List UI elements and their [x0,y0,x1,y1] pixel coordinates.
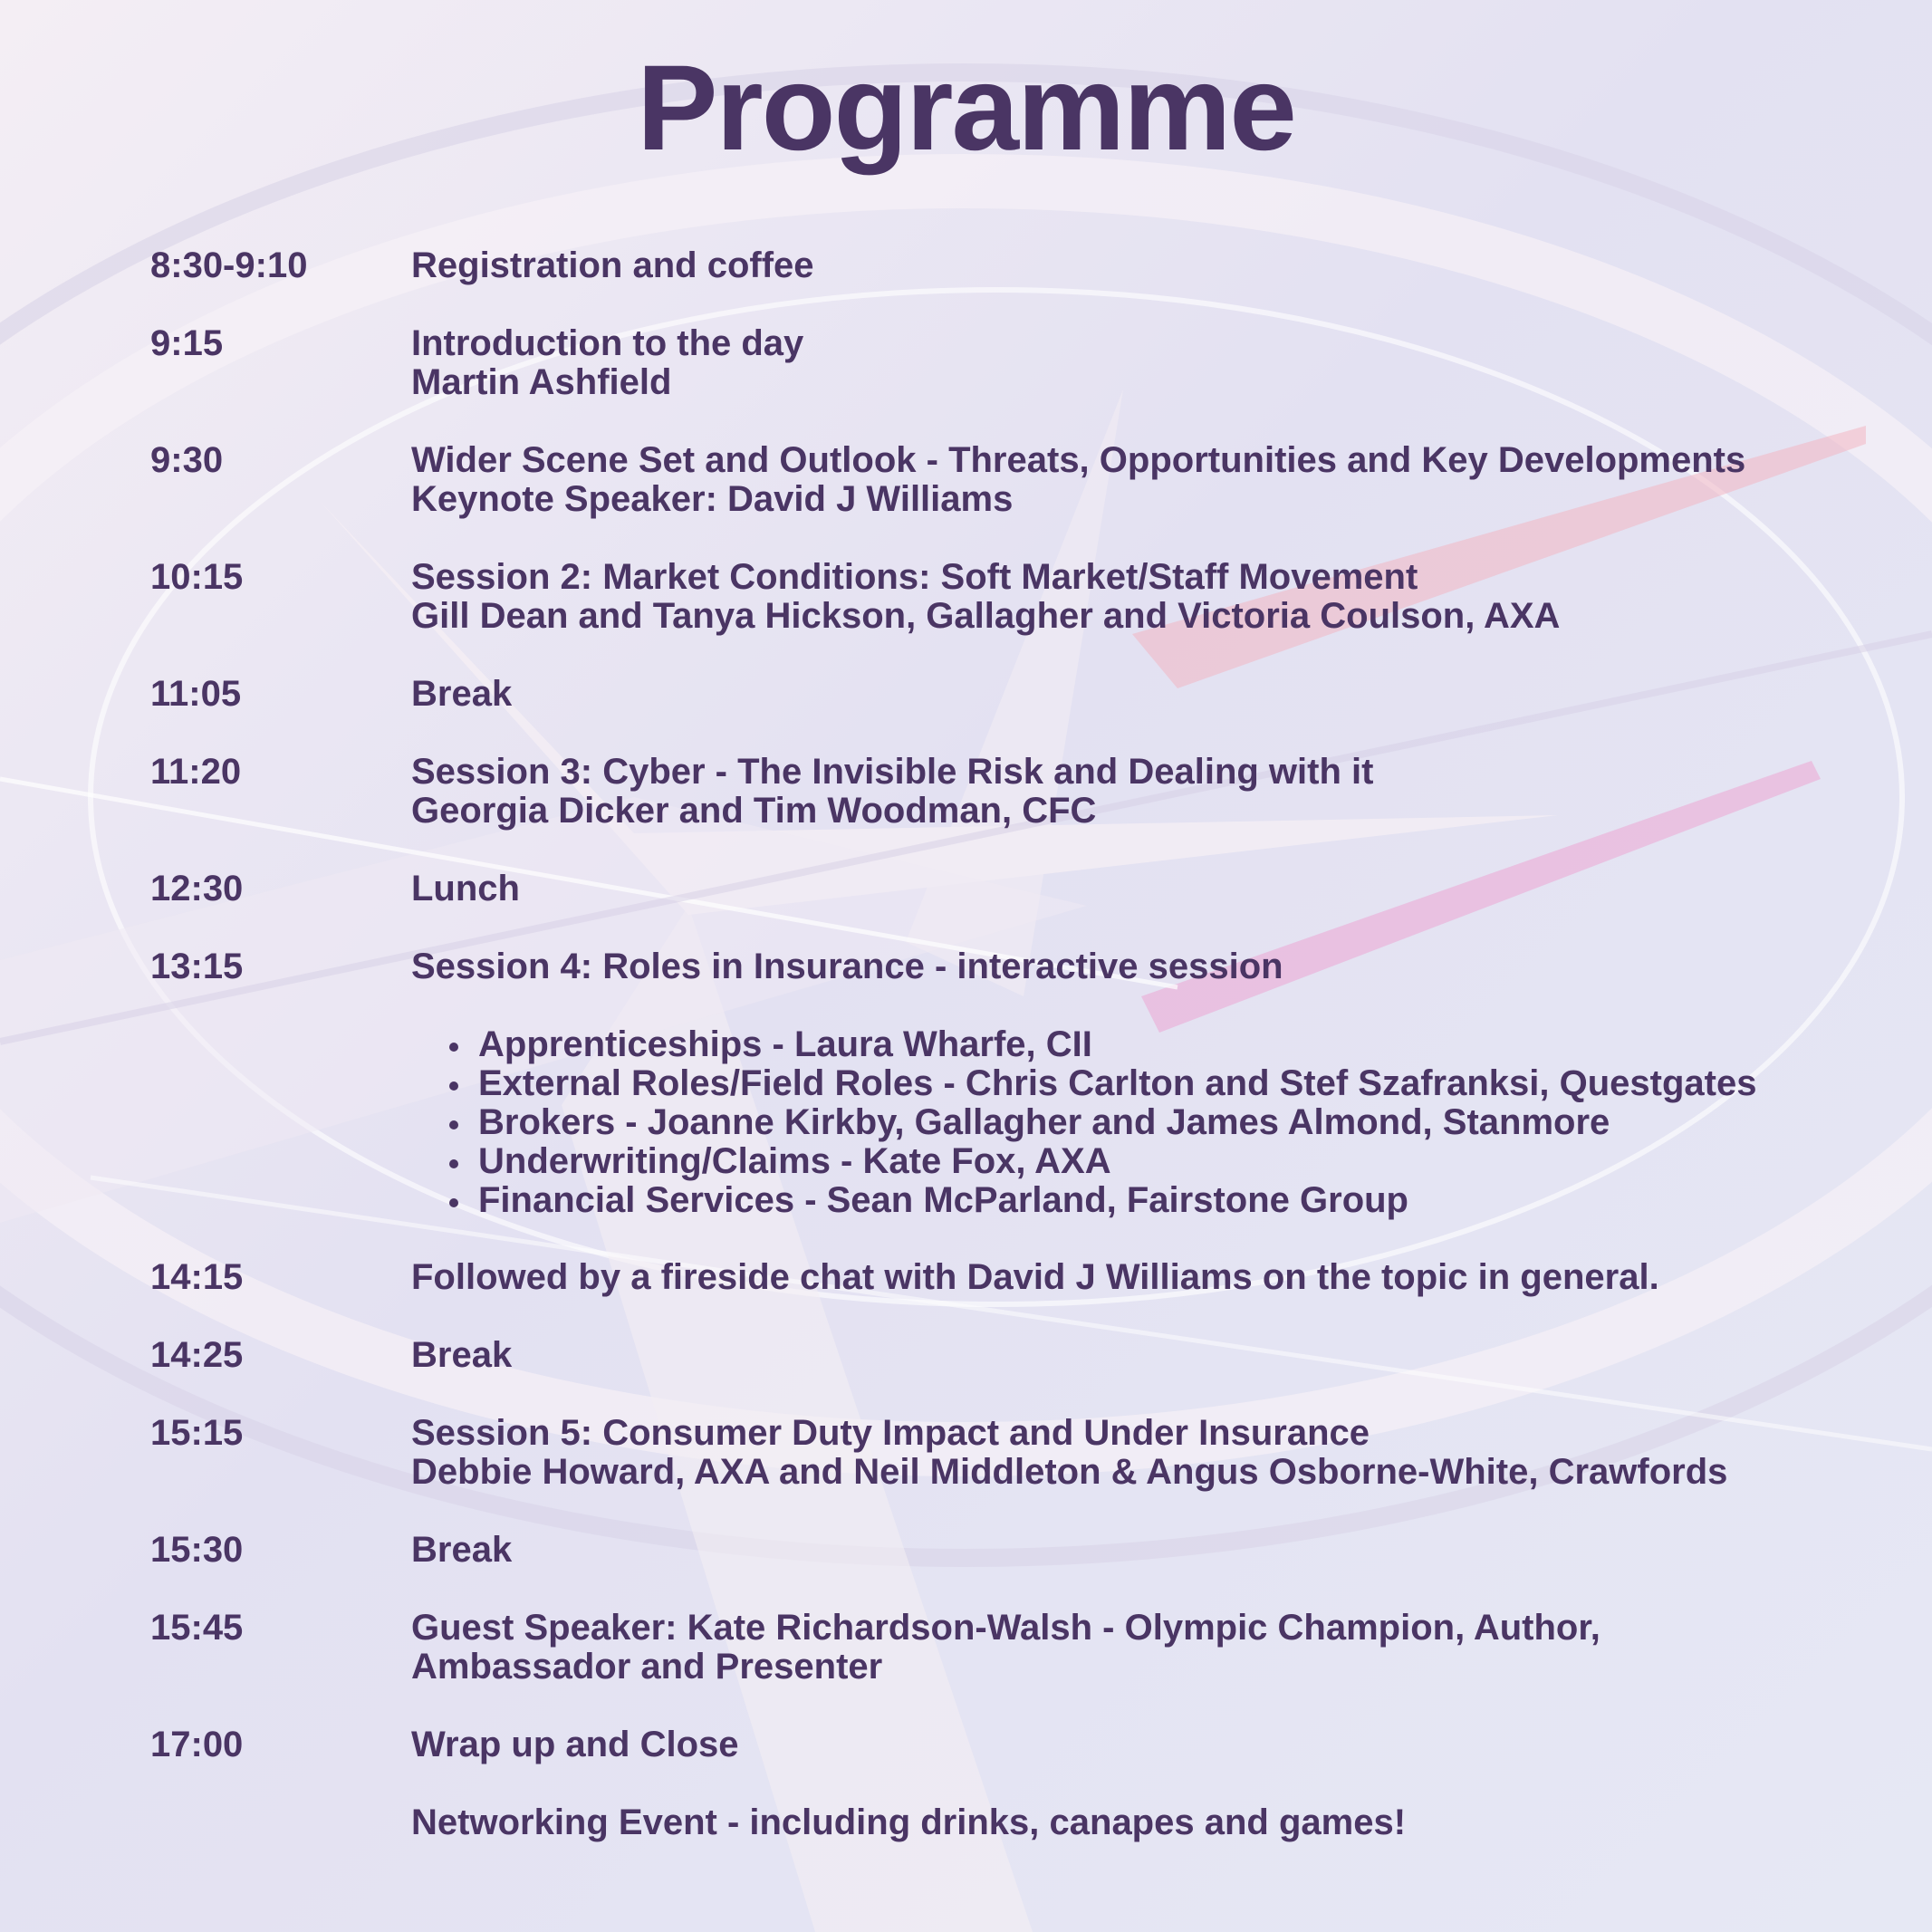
agenda-time: 9:15 [150,323,224,363]
list-item: External Roles/Field Roles - Chris Carlton and Stef Szafranksi, Questgates [411,1064,1860,1103]
agenda-event-line: Session 4: Roles in Insurance - interactive session [411,947,1283,986]
agenda-speaker-line: Debbie Howard, AXA and Neil Middleton & Angus Osborne-White, Crawfords [411,1452,1728,1492]
agenda-event [411,1725,1860,1764]
agenda-event-line: Introduction to the day [411,323,804,363]
agenda-event [411,1414,1860,1492]
agenda-speaker-line: Keynote Speaker: David J Williams [411,479,1014,519]
agenda-time: 14:15 [150,1257,244,1297]
agenda-time: 14:25 [150,1335,244,1375]
agenda-event [411,870,1860,908]
agenda-event [411,1531,1860,1570]
list-item: Brokers - Joanne Kirkby, Gallagher and James Almond, Stanmore [411,1103,1860,1142]
agenda-event-line: Break [411,674,513,714]
agenda-event [411,1609,1860,1687]
list-item: Underwriting/Claims - Kate Fox, AXA [411,1142,1860,1181]
agenda-speaker-line: Martin Ashfield [411,362,672,402]
agenda-time: 13:15 [150,947,244,986]
agenda-event [411,246,1860,285]
list-item: Apprenticeships - Laura Wharfe, CII [411,1025,1860,1064]
agenda-time: 11:05 [150,674,242,714]
page-title: Programme [637,41,1295,176]
agenda-time: 15:30 [150,1530,244,1570]
agenda-event-line: Wrap up and Close [411,1725,739,1764]
agenda-time: 17:00 [150,1725,244,1764]
agenda-event [411,1803,1860,1842]
agenda-time: 12:30 [150,869,244,908]
agenda-time: 10:15 [150,557,244,597]
agenda-time: 15:45 [150,1608,244,1648]
agenda-event [411,1258,1860,1297]
agenda-event [411,558,1860,636]
agenda-event [411,1336,1860,1375]
agenda-event-line: Lunch [411,869,520,908]
agenda-event [411,441,1860,519]
agenda-time: 9:30 [150,440,224,480]
agenda-event [411,947,1860,986]
agenda-event-line: Registration and coffee [411,245,814,285]
agenda-time: 11:20 [150,752,242,792]
agenda-time: 8:30-9:10 [150,245,308,285]
networking-event-line: Networking Event - including drinks, canapes and games! [411,1802,1407,1842]
agenda-event-line: Session 2: Market Conditions: Soft Market/Staff Movement [411,557,1418,597]
agenda-event-line: Break [411,1335,513,1375]
agenda-speaker-line: Georgia Dicker and Tim Woodman, CFC [411,791,1097,831]
agenda-event-line: Ambassador and Presenter [411,1647,883,1687]
agenda-event [411,753,1860,831]
agenda-event-line: Guest Speaker: Kate Richardson-Walsh - Olympic Champion, Author, [411,1608,1600,1648]
agenda-time: 15:15 [150,1413,244,1453]
agenda-event-line: Session 5: Consumer Duty Impact and Under Insurance [411,1413,1370,1453]
agenda-event-line: Session 3: Cyber - The Invisible Risk and Dealing with it [411,752,1374,792]
agenda-speaker-line: Gill Dean and Tanya Hickson, Gallagher and Victoria Coulson, AXA [411,596,1561,636]
agenda-event-line: Break [411,1530,513,1570]
agenda-event [411,675,1860,714]
list-item: Financial Services - Sean McParland, Fairstone Group [411,1181,1860,1220]
agenda-event [411,324,1860,402]
agenda-event-line: Followed by a fireside chat with David J Williams on the topic in general. [411,1257,1659,1297]
agenda-event-line: Wider Scene Set and Outlook - Threats, Opportunities and Key Developments [411,440,1746,480]
session-roles-list [411,1025,1860,1220]
